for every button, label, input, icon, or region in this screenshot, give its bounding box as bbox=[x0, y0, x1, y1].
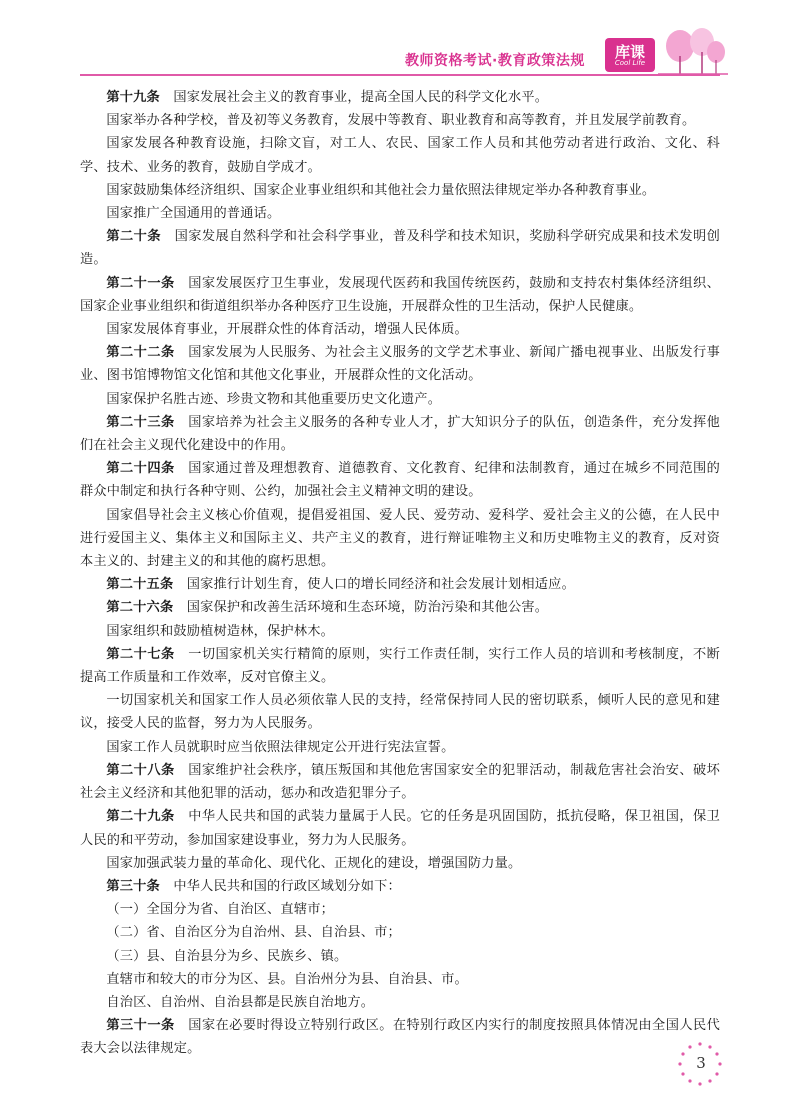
article-number: 第三十一条 bbox=[106, 1018, 175, 1034]
article-paragraph bbox=[80, 643, 720, 689]
paragraph bbox=[80, 898, 720, 921]
paragraph-text: 国家维护社会秩序，镇压叛国和其他危害国家安全的犯罪活动，制裁危害社会治安、破坏社会主义经济和其他犯罪的活动，惩办和改造犯罪分子。 bbox=[80, 762, 721, 802]
paragraph-text: 直辖市和较大的市分为区、县。自治州分为县、自治县、市。 bbox=[106, 971, 468, 987]
paragraph-text: 国家推行计划生育，使人口的增长同经济和社会发展计划相适应。 bbox=[173, 577, 575, 593]
paragraph bbox=[80, 202, 720, 225]
paragraph-text: 国家发展体育事业，开展群众性的体育活动，增强人民体质。 bbox=[106, 322, 468, 338]
paragraph-text: （三）县、自治县分为乡、民族乡、镇。 bbox=[106, 948, 348, 964]
article-number: 第二十八条 bbox=[106, 762, 175, 778]
document-body bbox=[80, 86, 720, 1061]
logo-sub-text: Cool Life bbox=[614, 59, 646, 67]
page-number-badge bbox=[676, 1040, 724, 1088]
article-number: 第二十四条 bbox=[106, 461, 175, 477]
paragraph bbox=[80, 620, 720, 643]
article-paragraph bbox=[80, 805, 720, 851]
paragraph-text: 中华人民共和国的武装力量属于人民。它的任务是巩固国防，抵抗侵略，保卫祖国，保卫人民的和平劳动，参加国家建设事业，努力为人民服务。 bbox=[80, 809, 721, 848]
paragraph bbox=[80, 689, 720, 735]
article-number: 第二十七条 bbox=[106, 646, 175, 662]
paragraph bbox=[80, 388, 720, 411]
paragraph-text: 国家加强武装力量的革命化、现代化、正规化的建设，增强国防力量。 bbox=[106, 855, 522, 871]
paragraph bbox=[80, 945, 720, 968]
paragraph-text: 国家保护和改善生活环境和生态环境，防治污染和其他公害。 bbox=[173, 600, 549, 616]
paragraph bbox=[80, 968, 720, 991]
article-paragraph bbox=[80, 457, 720, 503]
article-paragraph bbox=[80, 341, 720, 387]
paragraph-text: 一切国家机关和国家工作人员必须依靠人民的支持，经常保持同人民的密切联系，倾听人民的意见和建议，接受人民的监督，努力为人民服务。 bbox=[80, 693, 720, 732]
paragraph-text: 国家发展自然科学和社会科学事业，普及科学和技术知识，奖励科学研究成果和技术发明创造。 bbox=[80, 229, 720, 268]
header-title: 教师资格考试·教育政策法规 bbox=[405, 53, 585, 69]
paragraph-text: （一）全国分为省、自治区、直辖市； bbox=[106, 902, 334, 918]
logo-main-text: 库课 bbox=[614, 43, 645, 61]
paragraph-text: 国家培养为社会主义服务的各种专业人才，扩大知识分子的队伍，创造条件，充分发挥他们在社会主义现代化建设中的作用。 bbox=[80, 414, 721, 454]
paragraph bbox=[80, 318, 720, 341]
paragraph-text: 国家通过普及理想教育、道德教育、文化教育、纪律和法制教育，通过在城乡不同范围的群众中制定和执行各种守则、公约，加强社会主义精神文明的建设。 bbox=[80, 461, 721, 500]
article-paragraph bbox=[80, 759, 720, 805]
article-number: 第二十五条 bbox=[106, 577, 174, 593]
article-number: 第二十二条 bbox=[106, 345, 175, 361]
paragraph bbox=[80, 736, 720, 759]
article-number: 第二十条 bbox=[106, 229, 161, 245]
kuke-logo bbox=[605, 38, 655, 72]
paragraph-text: 中华人民共和国的行政区域划分如下： bbox=[159, 878, 401, 894]
paragraph bbox=[80, 109, 720, 132]
paragraph-text: 国家保护名胜古迹、珍贵文物和其他重要历史文化遗产。 bbox=[106, 391, 442, 407]
paragraph-text: 国家举办各种学校，普及初等义务教育，发展中等教育、职业教育和高等教育，并且发展学前教育。 bbox=[106, 113, 696, 129]
paragraph bbox=[80, 132, 720, 178]
paragraph-text: 国家发展社会主义的教育事业，提高全国人民的科学文化水平。 bbox=[159, 90, 549, 105]
paragraph-text: 一切国家机关实行精简的原则，实行工作责任制，实行工作人员的培训和考核制度，不断提高工作质量和工作效率，反对官僚主义。 bbox=[80, 646, 721, 686]
article-number: 第三十条 bbox=[106, 878, 160, 894]
article-paragraph bbox=[80, 225, 720, 271]
paragraph-text: 国家在必要时得设立特别行政区。在特别行政区内实行的制度按照具体情况由全国人民代表大会以法律规定。 bbox=[80, 1018, 721, 1057]
header-divider bbox=[80, 74, 720, 76]
page-header bbox=[0, 0, 800, 80]
paragraph bbox=[80, 179, 720, 202]
article-paragraph bbox=[80, 411, 720, 457]
article-paragraph bbox=[80, 86, 720, 109]
article-paragraph bbox=[80, 596, 720, 619]
paragraph-text: 国家推广全国通用的普通话。 bbox=[106, 206, 281, 222]
paragraph bbox=[80, 504, 720, 574]
paragraph-text: 国家工作人员就职时应当依照法律规定公开进行宪法宣誓。 bbox=[106, 739, 455, 755]
paragraph-text: 国家组织和鼓励植树造林，保护林木。 bbox=[106, 623, 334, 639]
paragraph-text: （二）省、自治区分为自治州、县、自治县、市； bbox=[106, 925, 401, 941]
paragraph-text: 国家发展为人民服务、为社会主义服务的文学艺术事业、新闻广播电视事业、出版发行事业、图书馆博物馆文化馆和其他文化事业，开展群众性的文化活动。 bbox=[80, 345, 721, 384]
paragraph bbox=[80, 921, 720, 944]
paragraph-text: 国家倡导社会主义核心价值观，提倡爱祖国、爱人民、爱劳动、爱科学、爱社会主义的公德，在人民中进行爱国主义、集体主义和国际主义、共产主义的教育，进行辩证唯物主义和历史唯物主义的教育，反对资本主义的、封建主义的和其他的腐朽思想。 bbox=[80, 507, 720, 570]
article-number: 第二十一条 bbox=[106, 275, 175, 291]
paragraph-text: 国家发展医疗卫生事业，发展现代医药和我国传统医药，鼓励和支持农村集体经济组织、国家企业事业组织和街道组织举办各种医疗卫生设施，开展群众性的卫生活动，保护人民健康。 bbox=[80, 275, 721, 314]
paragraph-text: 国家鼓励集体经济组织、国家企业事业组织和其他社会力量依照法律规定举办各种教育事业。 bbox=[106, 182, 656, 198]
article-paragraph bbox=[80, 1014, 720, 1060]
article-number: 第二十九条 bbox=[106, 809, 175, 825]
paragraph bbox=[80, 852, 720, 875]
paragraph-text: 国家发展各种教育设施，扫除文盲，对工人、农民、国家工作人员和其他劳动者进行政治、文化、科学、技术、业务的教育，鼓励自学成才。 bbox=[80, 136, 720, 175]
article-paragraph bbox=[80, 875, 720, 898]
tree-decoration-icon bbox=[658, 26, 728, 76]
article-paragraph bbox=[80, 573, 720, 596]
article-number: 第十九条 bbox=[106, 90, 160, 105]
page-number: 3 bbox=[696, 1054, 706, 1072]
article-number: 第二十三条 bbox=[106, 414, 175, 430]
article-number: 第二十六条 bbox=[106, 600, 174, 616]
paragraph bbox=[80, 991, 720, 1014]
article-paragraph bbox=[80, 272, 720, 318]
paragraph-text: 自治区、自治州、自治县都是民族自治地方。 bbox=[106, 994, 375, 1010]
